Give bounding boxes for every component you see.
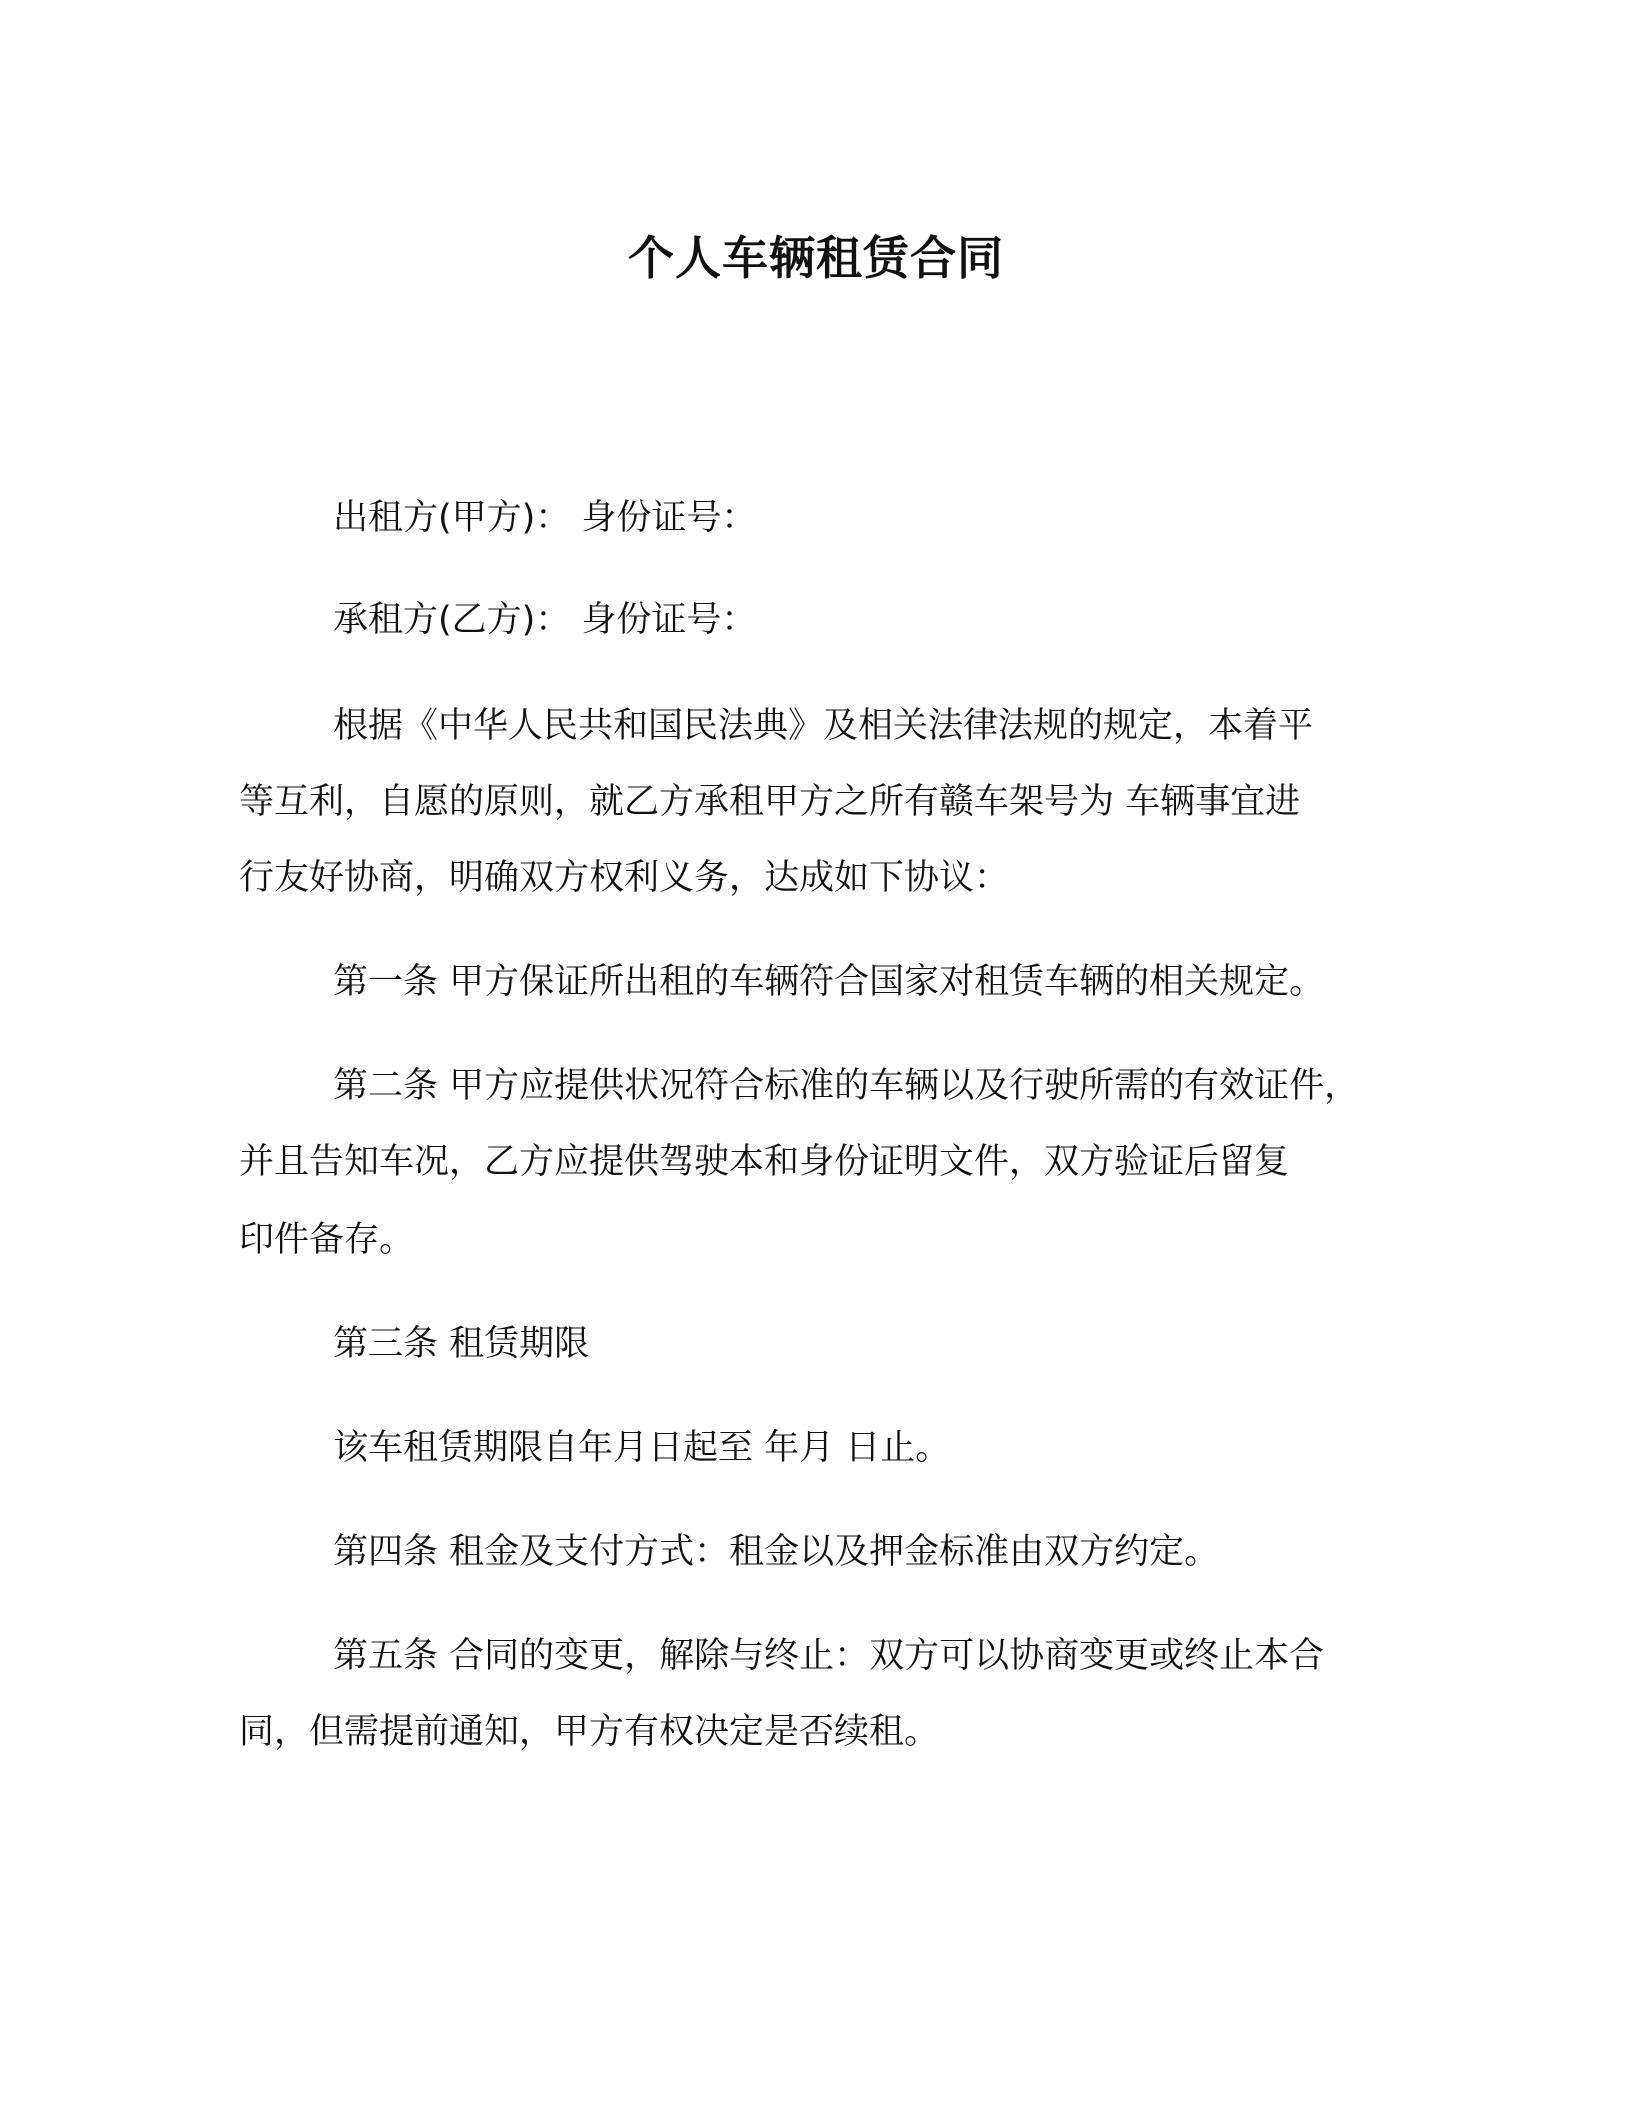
article-5-line-2: 同，但需提前通知，甲方有权决定是否续租。 <box>239 1712 940 1752</box>
lessee-line: 承租方(乙方)： 身份证号： <box>333 600 757 640</box>
document-title: 个人车辆租赁合同 <box>628 231 1004 285</box>
article-2-line-2: 并且告知车况，乙方应提供驾驶本和身份证明文件，双方验证后留复 <box>239 1142 1290 1182</box>
preamble-line-2: 等互利，自愿的原则，就乙方承租甲方之所有赣车架号为 车辆事宜进 <box>239 782 1301 822</box>
preamble-line-1: 根据《中华人民共和国民法典》及相关法律法规的规定，本着平 <box>333 706 1314 746</box>
article-4: 第四条 租金及支付方式：租金以及押金标准由双方约定。 <box>333 1532 1220 1572</box>
article-3-body: 该车租赁期限自年月日起至 年月 日止。 <box>333 1428 951 1468</box>
article-2-line-1: 第二条 甲方应提供状况符合标准的车辆以及行驶所需的有效证件， <box>333 1066 1360 1106</box>
lessor-line: 出租方(甲方)： 身份证号： <box>333 498 757 538</box>
article-5-line-1: 第五条 合同的变更，解除与终止：双方可以协商变更或终止本合 <box>333 1636 1325 1676</box>
preamble-line-3: 行友好协商，明确双方权利义务，达成如下协议： <box>239 858 1010 898</box>
article-2-line-3: 印件备存。 <box>239 1220 415 1260</box>
article-3-heading: 第三条 租赁期限 <box>333 1324 590 1364</box>
article-1: 第一条 甲方保证所出租的车辆符合国家对租赁车辆的相关规定。 <box>333 962 1325 1002</box>
